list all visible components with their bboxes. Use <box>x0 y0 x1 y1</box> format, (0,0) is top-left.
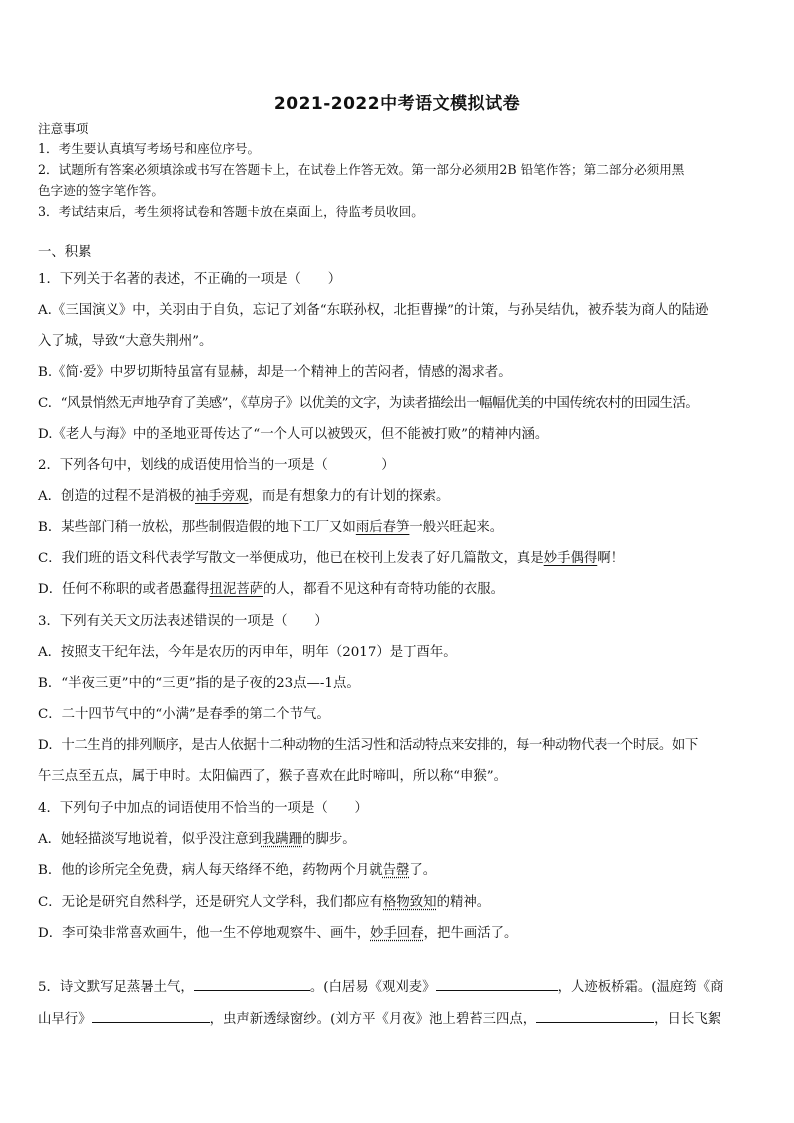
q4-option-d: D．李可染非常喜欢画牛，他一生不停地观察牛、画牛，妙手回春，把牛画活了。 <box>38 926 518 941</box>
q2-option-a: A．创造的过程不是消极的袖手旁观，而是有想象力的有计划的探索。 <box>38 489 450 504</box>
answer-blank[interactable] <box>92 1010 210 1023</box>
section-heading: 一、积累 <box>38 245 92 260</box>
q4-option-b: B．他的诊所完全免费，病人每天络绎不绝，药物两个月就告罄了。 <box>38 863 437 878</box>
q5-line-2: 山早行》 ，虫声新透绿窗纱。(刘方平《月夜》池上碧苔三四点， ，日长飞絮 <box>38 1012 722 1027</box>
q4-option-c: C．无论是研究自然科学，还是研究人文学科，我们都应有格物致知的精神。 <box>38 895 491 910</box>
q3-option-c: C．二十四节气中的“小满”是春季的第二个节气。 <box>38 707 330 722</box>
underlined-idiom: 雨后春笋 <box>355 520 410 535</box>
q2-option-c: C．我们班的语文科代表学写散文一举便成功，他已在校刊上发表了好几篇散文，真是妙手偶得啊！ <box>38 551 625 566</box>
notice-item-1: 1．考生要认真填写考场号和座位序号。 <box>38 141 261 156</box>
page-title: 2021-2022中考语文模拟试卷 <box>273 94 521 114</box>
dotted-word: 告罄 <box>382 863 410 878</box>
q2-stem: 2．下列各句中，划线的成语使用恰当的一项是（ ） <box>38 458 395 473</box>
notice-item-3: 3．考试结束后，考生须将试卷和答题卡放在桌面上，待监考员收回。 <box>38 204 424 219</box>
answer-blank[interactable] <box>536 1010 654 1023</box>
answer-blank[interactable] <box>436 978 558 991</box>
underlined-idiom: 袖手旁观 <box>194 489 249 504</box>
q1-stem: 1．下列关于名著的表述，不正确的一项是（ ） <box>38 272 342 287</box>
notice-item-2-cont: 色字迹的签字笔作答。 <box>38 183 164 198</box>
notice-heading: 注意事项 <box>38 121 89 136</box>
q1-option-a: A.《三国演义》中，关羽由于自负，忘记了刘备“东联孙权，北拒曹操”的计策，与孙吴结仇，被乔装为商人的陆逊 <box>38 303 709 318</box>
q4-stem: 4．下列句子中加点的词语使用不恰当的一项是（ ） <box>38 801 368 816</box>
q1-option-d: D.《老人与海》中的圣地亚哥传达了“一个人可以被毁灭，但不能被打败”的精神内涵。 <box>38 427 549 442</box>
dotted-word: 格物致知 <box>383 895 437 910</box>
notice-item-2: 2．试题所有答案必须填涂或书写在答题卡上，在试卷上作答无效。第一部分必须用2B 铅笔作答；第二部分必须用黑 <box>38 162 685 177</box>
q3-stem: 3．下列有关天文历法表述错误的一项是（ ） <box>38 614 328 629</box>
dotted-word: 妙手回春 <box>370 926 424 941</box>
q4-option-a: A．她轻描淡写地说着，似乎没注意到我蹒跚的脚步。 <box>38 832 356 847</box>
q1-option-a-cont: 入了城，导致“大意失荆州”。 <box>38 334 213 349</box>
answer-blank[interactable] <box>194 978 310 991</box>
q3-option-d-cont: 午三点至五点，属于申时。太阳偏西了，猴子喜欢在此时啼叫，所以称“申猴”。 <box>38 769 507 784</box>
q2-option-b: B．某些部门稍一放松，那些制假造假的地下工厂又如雨后春笋一般兴旺起来。 <box>38 520 504 535</box>
dotted-word: 我蹒跚 <box>261 832 303 847</box>
underlined-idiom: 妙手偶得 <box>543 551 598 566</box>
q3-option-a: A．按照支干纪年法，今年是农历的丙申年，明年（2017）是丁酉年。 <box>38 645 457 660</box>
q3-option-d: D．十二生肖的排列顺序，是古人依据十二种动物的生活习性和活动特点来安排的，每一种动物代表一个时辰。如下 <box>38 738 698 753</box>
q1-option-c: C．“风景悄然无声地孕育了美感”，《草房子》以优美的文字，为读者描绘出一幅幅优美的中国传统农村的田园生活。 <box>38 396 699 411</box>
underlined-idiom: 扭泥菩萨 <box>209 582 263 597</box>
q3-option-b: B．“半夜三更”中的“三更”指的是子夜的23点—-1点。 <box>38 676 360 691</box>
q1-option-b: B.《简·爱》中罗切斯特虽富有显赫，却是一个精神上的苦闷者，情感的渴求者。 <box>38 365 512 380</box>
q5-line-1: 5．诗文默写足蒸暑土气， 。(白居易《观刈麦》 ，人迹板桥霜。(温庭筠《商 <box>38 980 724 995</box>
q2-option-d: D．任何不称职的或者愚蠢得扭泥菩萨的人，都看不见这种有奇特功能的衣服。 <box>38 582 505 597</box>
